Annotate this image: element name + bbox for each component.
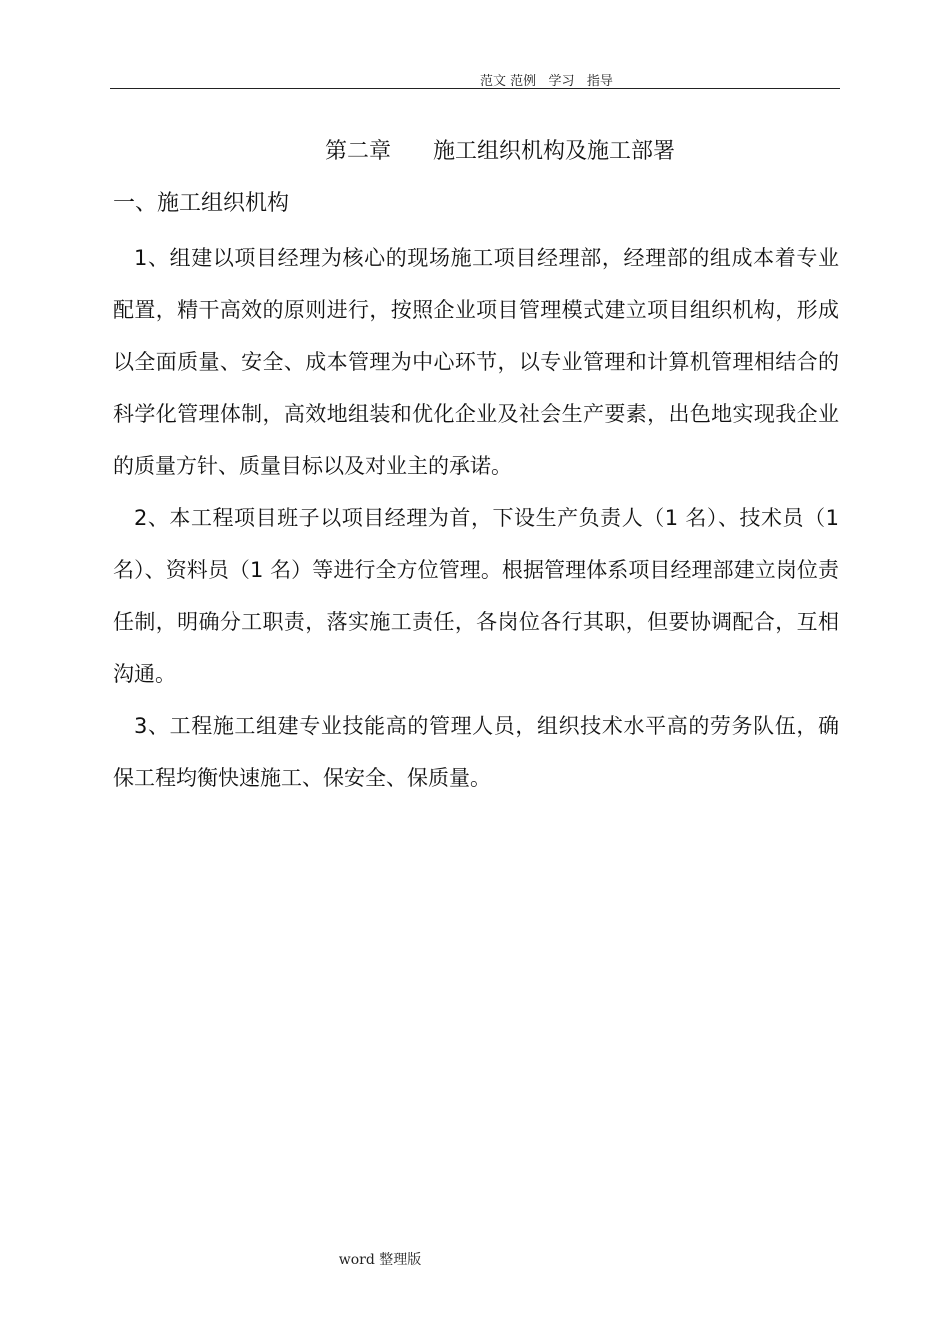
page-header: 范文 范例 学习 指导	[480, 74, 613, 89]
page-footer: word 整理版	[338, 1252, 422, 1268]
paragraph-1: 1、组建以项目经理为核心的现场施工项目经理部，经理部的组成本着专业配置，精干高效的原则进行，按照企业项目管理模式建立项目组织机构，形成以全面质量、安全、成本管理为中心环节，以专业管理和计算机管理相结合的科学化管理体制，高效地组装和优化企业及社会生产要素，出色地实现我企业的质量方针、质量目标以及对业主的承诺。	[113, 246, 839, 478]
section-heading: 一、施工组织机构	[113, 191, 290, 216]
chapter-title: 第二章 施工组织机构及施工部署	[325, 139, 675, 164]
paragraph-3: 3、工程施工组建专业技能高的管理人员，组织技术水平高的劳务队伍，确保工程均衡快速施工、保安全、保质量。	[113, 714, 839, 790]
header-divider	[110, 88, 840, 89]
paragraph-2: 2、本工程项目班子以项目经理为首，下设生产负责人（1 名）、技术员（1名）、资料员（1 名）等进行全方位管理。根据管理体系项目经理部建立岗位责任制，明确分工职责，落实施工责任，各岗位各行其职，但要协调配合，互相沟通。	[113, 506, 839, 686]
